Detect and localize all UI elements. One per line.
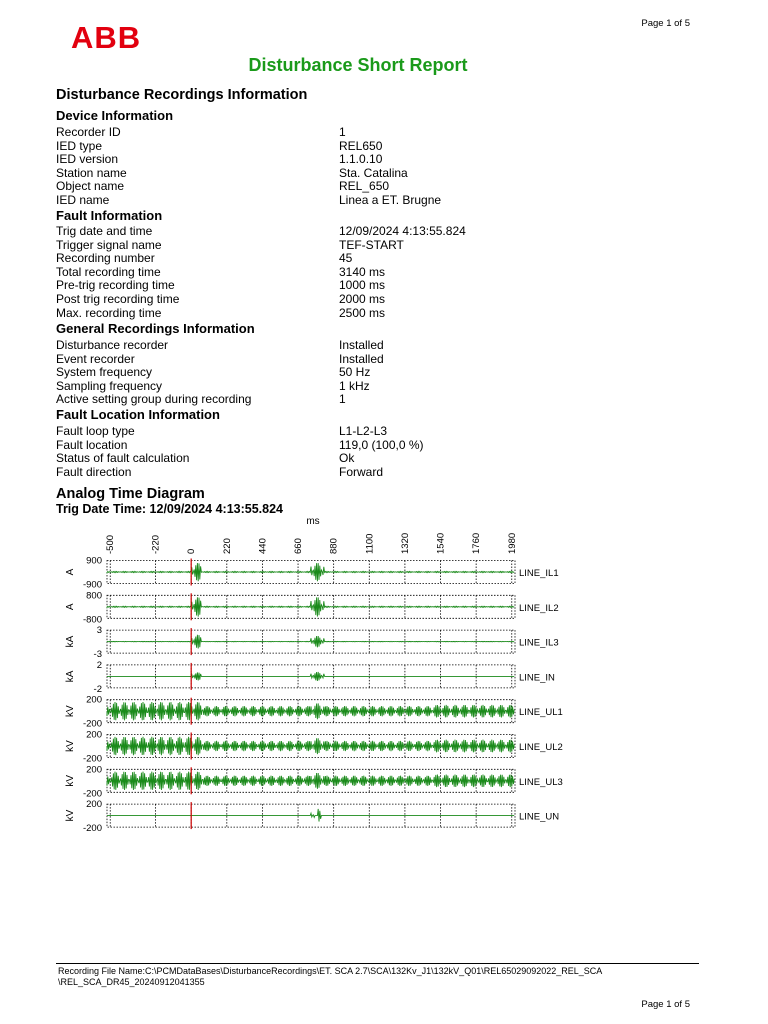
- general-info-row: [56, 366, 676, 380]
- section-title: Disturbance Recordings Information: [56, 87, 308, 103]
- x-tick-label: 220: [221, 538, 233, 554]
- fault-location-row: [56, 425, 676, 439]
- channel-unit: kV: [65, 705, 76, 718]
- general-info-title: General Recordings Information: [56, 321, 255, 336]
- fault-info-row: [56, 293, 676, 307]
- device-info-label: IED name: [56, 192, 110, 207]
- y-tick-max: 200: [86, 729, 102, 741]
- trig-date-time: Trig Date Time: 12/09/2024 4:13:55.824: [56, 502, 283, 516]
- waveform-line_il3: [107, 635, 514, 649]
- device-info-row: [56, 153, 676, 167]
- x-tick-label: 440: [257, 538, 269, 554]
- fault-location-value: 119,0 (100,0 %): [339, 437, 424, 452]
- fault-location-label: Fault loop type: [56, 424, 135, 438]
- fault-info-value: 2500 ms: [339, 305, 386, 320]
- device-info-value: REL_650: [339, 179, 390, 194]
- fault-location-value: L1-L2-L3: [339, 424, 388, 438]
- channel-name: LINE_IL3: [519, 637, 559, 649]
- fault-info-row: [56, 279, 676, 293]
- general-info-row: [56, 393, 676, 407]
- y-tick-min: -200: [82, 823, 102, 835]
- waveform-line_il1: [107, 563, 514, 581]
- report-title: Disturbance Short Report: [248, 55, 468, 75]
- fault-info-value: 12/09/2024 4:13:55.824: [339, 224, 466, 238]
- analog-diagram-title: Analog Time Diagram: [56, 486, 205, 502]
- general-info-row: [56, 380, 676, 394]
- fault-info-label: Recording number: [56, 251, 155, 266]
- fault-location-title: Fault Location Information: [56, 407, 220, 422]
- channel-name: LINE_IL1: [519, 568, 559, 579]
- page-number-bottom: Page 1 of 5: [641, 999, 690, 1010]
- x-axis-label: ms: [306, 516, 320, 527]
- y-tick-min: -2: [93, 683, 102, 695]
- device-info-row: [56, 140, 676, 154]
- general-info-table: [56, 339, 676, 407]
- device-info-label: IED type: [56, 138, 103, 153]
- channel-unit: kV: [65, 774, 76, 787]
- fault-location-label: Fault location: [56, 437, 128, 452]
- fault-info-value: 1000 ms: [339, 278, 386, 293]
- y-tick-min: -900: [82, 579, 102, 591]
- waveform-line_in: [107, 672, 514, 681]
- device-info-row: [56, 180, 676, 194]
- general-info-label: Disturbance recorder: [56, 338, 169, 352]
- y-tick-max: 200: [86, 799, 102, 811]
- device-info-label: Recorder ID: [56, 125, 121, 139]
- x-tick-label: 1980: [506, 532, 518, 554]
- general-info-row: [56, 339, 676, 353]
- waveform-line_ul1: [107, 702, 514, 720]
- device-info-table: [56, 126, 676, 208]
- general-info-value: 1 kHz: [339, 378, 370, 393]
- general-info-value: 50 Hz: [339, 365, 371, 380]
- device-info-value: Linea a ET. Brugne: [339, 192, 442, 207]
- waveform-line_un: [107, 809, 514, 822]
- footer: [58, 966, 698, 988]
- fault-location-value: Ok: [339, 451, 355, 466]
- fault-location-label: Status of fault calculation: [56, 451, 190, 466]
- y-tick-min: -200: [82, 788, 102, 800]
- general-info-label: Sampling frequency: [56, 378, 163, 393]
- device-info-label: Object name: [56, 179, 125, 194]
- x-tick-label: -220: [150, 534, 162, 554]
- channel-name: LINE_IN: [519, 672, 555, 684]
- footer-divider: [56, 963, 699, 964]
- fault-info-row: [56, 225, 676, 239]
- fault-info-label: Max. recording time: [56, 305, 162, 320]
- device-info-row: [56, 194, 676, 208]
- fault-info-value: 3140 ms: [339, 264, 386, 279]
- device-info-label: Station name: [56, 165, 127, 180]
- y-tick-max: 900: [86, 555, 102, 567]
- channel-name: LINE_UL2: [519, 742, 563, 753]
- fault-info-label: Trigger signal name: [56, 237, 162, 252]
- fault-info-row: [56, 252, 676, 266]
- page-number-top: Page 1 of 5: [641, 18, 690, 29]
- device-info-row: [56, 167, 676, 181]
- fault-info-label: Pre-trig recording time: [56, 278, 175, 293]
- device-info-value: Sta. Catalina: [339, 165, 408, 180]
- device-info-value: 1: [339, 125, 346, 139]
- fault-info-value: 2000 ms: [339, 291, 386, 306]
- x-tick-label: 1320: [399, 532, 411, 554]
- analog-time-diagram: [0, 510, 768, 840]
- channel-name: LINE_IL2: [519, 602, 559, 614]
- channel-unit: kA: [65, 670, 76, 683]
- device-info-row: [56, 126, 676, 140]
- fault-location-label: Fault direction: [56, 464, 132, 479]
- general-info-value: 1: [339, 392, 346, 407]
- x-tick-label: 1540: [435, 532, 447, 554]
- channel-unit: kV: [65, 740, 76, 752]
- fault-info-label: Total recording time: [56, 264, 161, 279]
- channel-unit: A: [65, 603, 76, 611]
- general-info-label: Active setting group during recording: [56, 392, 252, 407]
- fault-info-table: [56, 225, 676, 320]
- y-tick-max: 800: [86, 590, 102, 602]
- y-tick-max: 200: [86, 764, 102, 776]
- device-info-value: 1.1.0.10: [339, 152, 383, 167]
- device-info-label: IED version: [56, 152, 119, 167]
- fault-info-label: Post trig recording time: [56, 291, 180, 306]
- channel-name: LINE_UN: [519, 811, 560, 823]
- y-tick-min: -800: [82, 614, 102, 626]
- channel-unit: A: [65, 568, 76, 576]
- y-tick-min: -200: [82, 718, 102, 730]
- fault-info-value: TEF-START: [339, 237, 404, 252]
- fault-info-row: [56, 307, 676, 321]
- fault-info-label: Trig date and time: [56, 224, 153, 238]
- y-tick-min: -200: [82, 753, 102, 765]
- x-tick-label: 0: [186, 548, 198, 554]
- waveform-line_ul3: [107, 772, 514, 790]
- general-info-label: Event recorder: [56, 351, 135, 366]
- abb-logo: [71, 22, 143, 50]
- y-tick-max: 3: [96, 625, 102, 637]
- fault-info-row: [56, 266, 676, 280]
- general-info-label: System frequency: [56, 365, 153, 380]
- general-info-value: Installed: [339, 351, 384, 366]
- y-tick-max: 200: [86, 694, 102, 706]
- svg-text:ABB: ABB: [71, 22, 142, 50]
- waveform-line_ul2: [107, 737, 514, 755]
- fault-location-table: [56, 425, 676, 479]
- y-tick-min: -3: [93, 649, 102, 661]
- fault-location-row: [56, 439, 676, 453]
- x-tick-label: 880: [328, 538, 340, 554]
- x-tick-label: 660: [293, 538, 305, 554]
- fault-location-row: [56, 466, 676, 480]
- waveform-line_il2: [107, 597, 514, 616]
- channel-unit: kV: [65, 809, 76, 822]
- y-tick-max: 2: [96, 659, 102, 671]
- x-tick-label: -500: [105, 534, 117, 554]
- fault-info-value: 45: [339, 251, 353, 266]
- fault-location-row: [56, 452, 676, 466]
- x-tick-label: 1760: [471, 532, 483, 554]
- general-info-value: Installed: [339, 338, 384, 352]
- device-info-title: Device Information: [56, 108, 174, 123]
- general-info-row: [56, 353, 676, 367]
- fault-info-row: [56, 239, 676, 253]
- recording-file-name: Recording File Name:C:\PCMDataBases\DisturbanceRecordings\ET. SCA 2.7\SCA\132Kv_J1\132kV_Q01\REL65029092022_REL_SCA: [58, 966, 603, 976]
- fault-info-title: Fault Information: [56, 208, 163, 223]
- x-tick-label: 1100: [364, 533, 376, 554]
- channel-name: LINE_UL3: [519, 776, 563, 788]
- channel-name: LINE_UL1: [519, 707, 563, 719]
- device-info-value: REL650: [339, 138, 383, 153]
- channel-unit: kA: [65, 635, 76, 648]
- recording-file-name-cont: \REL_SCA_DR45_20240912041355: [58, 977, 205, 987]
- fault-location-value: Forward: [339, 464, 384, 479]
